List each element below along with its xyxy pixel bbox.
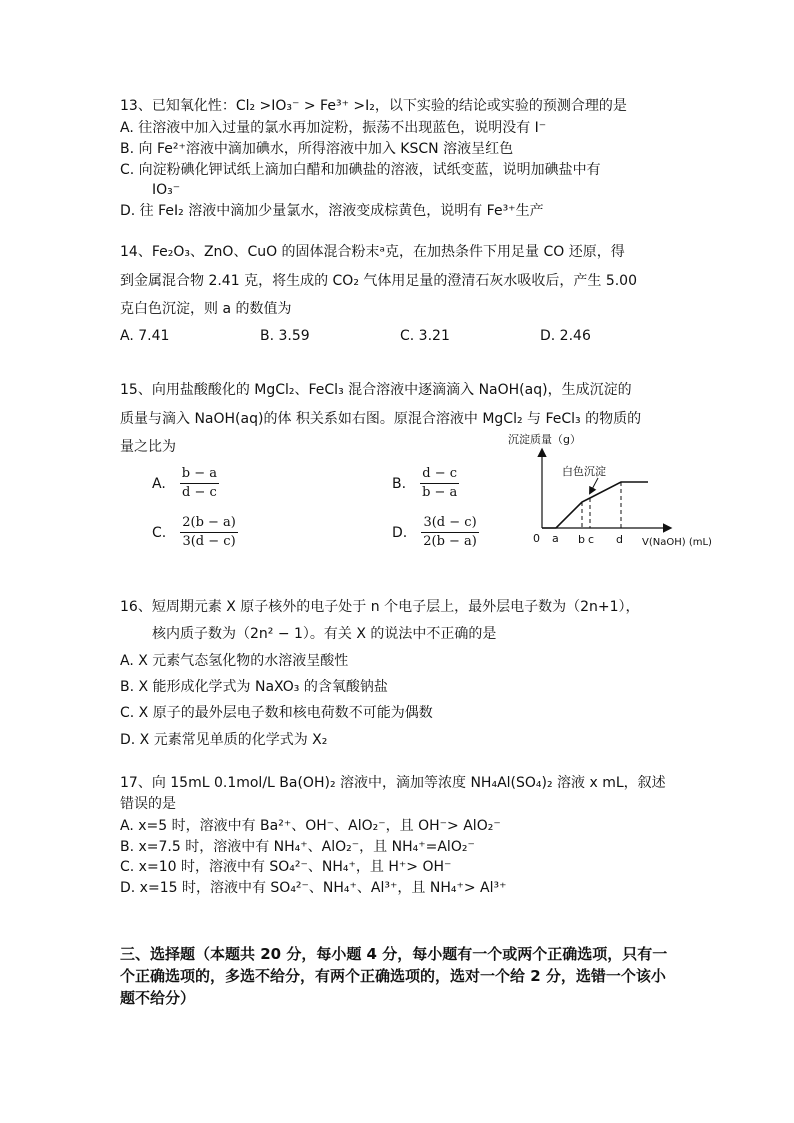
q13-stem: 13、已知氧化性：Cl₂ >IO₃⁻ > Fe³⁺ >I₂，以下实验的结论或实验的预测合理的是: [120, 98, 627, 114]
annotation-arrow: [590, 478, 598, 493]
q16-option-d: D. X 元素常见单质的化学式为 X₂: [120, 732, 328, 748]
q16-option-c: C. X 原子的最外层电子数和核电荷数不可能为偶数: [120, 705, 433, 721]
denominator: 2(b − a): [423, 534, 477, 549]
q15-option-a: [152, 466, 219, 501]
q15-stem-line1: 15、向用盐酸酸化的 MgCl₂、FeCl₃ 混合溶液中逐滴滴入 NaOH(aq)，生成沉淀的: [120, 382, 632, 398]
y-axis-label: 沉淀质量（g）: [508, 433, 581, 446]
q13-option-d: D. 往 FeI₂ 溶液中滴加少量氯水，溶液变成棕黄色，说明有 Fe³⁺生产: [120, 203, 544, 219]
tick-label-c: c: [588, 533, 595, 546]
q13-option-c-line2: IO₃⁻: [152, 182, 181, 198]
q13-option-b: B. 向 Fe²⁺溶液中滴加碘水，所得溶液中加入 KSCN 溶液呈红色: [120, 141, 514, 157]
q14-stem-line2: 到金属混合物 2.41 克，将生成的 CO₂ 气体用足量的澄清石灰水吸收后，产生 5.00: [120, 273, 638, 289]
q17-stem-line2: 错误的是: [120, 796, 176, 812]
q15-stem-line3: 量之比为: [120, 439, 176, 455]
q16-stem-line2: 核内质子数为（2n² − 1）。有关 X 的说法中不正确的是: [152, 626, 497, 642]
denominator: 3(d − c): [182, 534, 236, 549]
q14-option-c: C. 3.21: [400, 328, 450, 344]
q13-option-a: A. 往溶液中加入过量的氯水再加淀粉，振荡不出现蓝色，说明没有 I⁻: [120, 120, 547, 136]
numerator: 3(d − c): [421, 515, 478, 533]
q14-option-a: A. 7.41: [120, 328, 170, 344]
numerator: 2(b − a): [180, 515, 238, 533]
q17-option-c: C. x=10 时，溶液中有 SO₄²⁻、NH₄⁺，且 H⁺> OH⁻: [120, 859, 452, 875]
q14-stem-line1: 14、Fe₂O₃、ZnO、CuO 的固体混合粉末ᵃ克，在加热条件下用足量 CO 还原，得: [120, 244, 625, 260]
q17-stem-line1: 17、向 15mL 0.1mol/L Ba(OH)₂ 溶液中，滴加等浓度 NH₄Al(SO₄)₂ 溶液 x mL，叙述: [120, 775, 666, 791]
tick-label-a: a: [552, 532, 559, 545]
q14-option-b: B. 3.59: [260, 328, 310, 344]
option-label: C.: [152, 524, 167, 541]
numerator: d − c: [420, 466, 459, 484]
q17-option-b: B. x=7.5 时，溶液中有 NH₄⁺、AlO₂⁻，且 NH₄⁺=AlO₂⁻: [120, 839, 475, 855]
q14-stem-line3: 克白色沉淀，则 a 的数值为: [120, 301, 292, 317]
annotation-label: 白色沉淀: [562, 465, 606, 478]
denominator: d − c: [182, 485, 217, 500]
q15-option-d: [392, 515, 479, 550]
q15-option-b: [392, 466, 459, 501]
q17-option-d: D. x=15 时，溶液中有 SO₄²⁻、NH₄⁺、Al³⁺，且 NH₄⁺> Al³⁺: [120, 880, 507, 896]
section3-instructions: 三、选择题（本题共 20 分，每小题 4 分，每小题有一个或两个正确选项，只有一个正确选项的，多选不给分，有两个正确选项的，选对一个给 2 分，选错一个该小题不给分）: [120, 945, 668, 1007]
q16-option-b: B. X 能形成化学式为 NaXO₃ 的含氧酸钠盐: [120, 679, 388, 695]
q16-stem-line1: 16、短周期元素 X 原子核外的电子处于 n 个电子层上，最外层电子数为（2n+1），: [120, 599, 640, 615]
numerator: b − a: [180, 466, 219, 484]
option-label: D.: [392, 524, 408, 541]
q14-option-d: D. 2.46: [540, 328, 591, 344]
option-label: A.: [152, 475, 166, 492]
q17-option-a: A. x=5 时，溶液中有 Ba²⁺、OH⁻、AlO₂⁻，且 OH⁻> AlO₂⁻: [120, 818, 501, 834]
denominator: b − a: [422, 485, 458, 500]
q15-option-c: [152, 515, 238, 550]
q15-precipitate-graph: [500, 428, 720, 558]
q16-option-a: A. X 元素气态氢化物的水溶液呈酸性: [120, 653, 349, 669]
q15-stem-line2: 质量与滴入 NaOH(aq)的体 积关系如右图。原混合溶液中 MgCl₂ 与 FeCl₃ 的物质的: [120, 411, 642, 427]
precipitate-curve: [542, 482, 648, 528]
origin-label: 0: [533, 532, 540, 545]
tick-label-d: d: [616, 533, 623, 546]
x-axis-label: V(NaOH) (mL): [642, 537, 712, 548]
q13-option-c-line1: C. 向淀粉碘化钾试纸上滴加白醋和加碘盐的溶液，试纸变蓝，说明加碘盐中有: [120, 162, 601, 178]
option-label: B.: [392, 475, 407, 492]
tick-label-b: b: [578, 533, 585, 546]
